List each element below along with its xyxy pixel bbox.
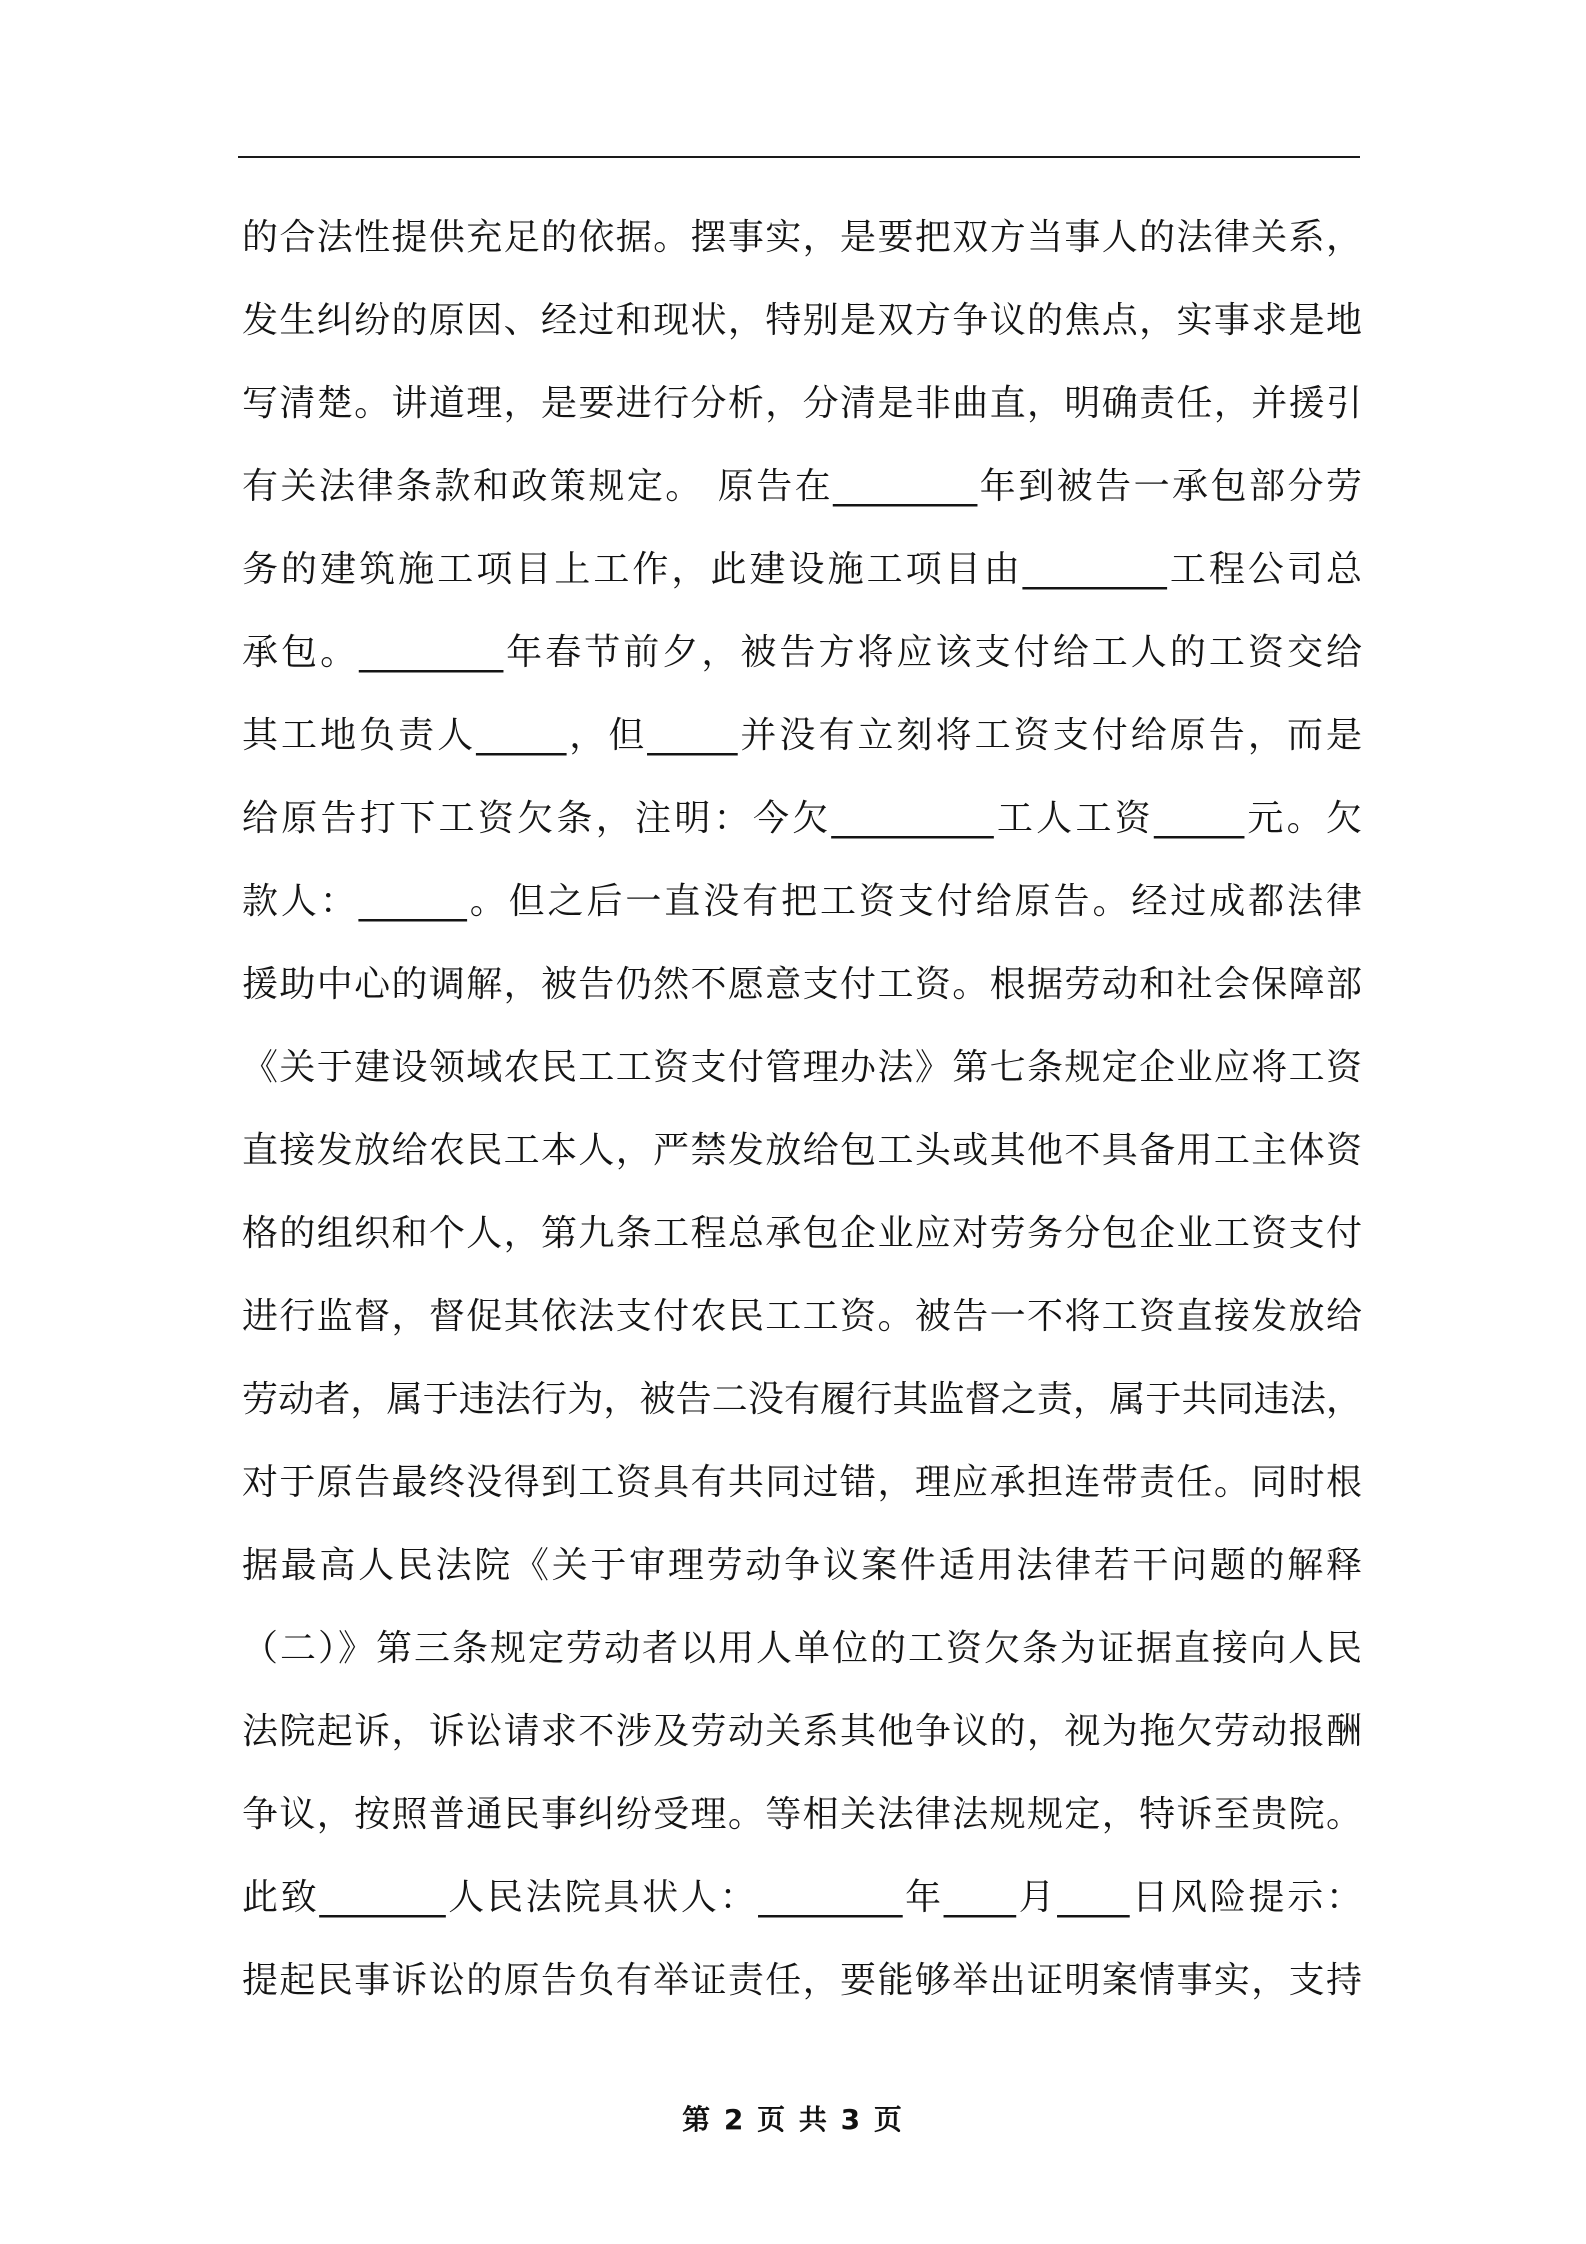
text-line: 的合法性提供充足的依据。摆事实，是要把双方当事人的法律关系， bbox=[242, 217, 1362, 258]
text-line: 据最高人民法院《关于审理劳动争议案件适用法律若干问题的解释 bbox=[242, 1545, 1362, 1586]
text-line: 款人：______。但之后一直没有把工资支付给原告。经过成都法律 bbox=[242, 881, 1362, 922]
header-rule bbox=[238, 156, 1360, 158]
text-line: 《关于建设领域农民工工资支付管理办法》第七条规定企业应将工资 bbox=[242, 1047, 1362, 1088]
text-line: 承包。________年春节前夕，被告方将应该支付给工人的工资交给 bbox=[242, 632, 1362, 673]
text-line: 援助中心的调解，被告仍然不愿意支付工资。根据劳动和社会保障部 bbox=[242, 964, 1362, 1005]
text-line: 对于原告最终没得到工资具有共同过错，理应承担连带责任。同时根 bbox=[242, 1462, 1362, 1503]
text-line: 争议，按照普通民事纠纷受理。等相关法律法规规定，特诉至贵院。 bbox=[242, 1794, 1362, 1835]
page-number: 第 2 页 共 3 页 bbox=[682, 2103, 904, 2136]
text-line: 格的组织和个人，第九条工程总承包企业应对劳务分包企业工资支付 bbox=[242, 1213, 1362, 1254]
text-line: 给原告打下工资欠条，注明：今欠_________工人工资_____元。欠 bbox=[242, 798, 1362, 839]
text-line: 进行监督，督促其依法支付农民工工资。被告一不将工资直接发放给 bbox=[242, 1296, 1362, 1337]
text-line: 直接发放给农民工本人，严禁发放给包工头或其他不具备用工主体资 bbox=[242, 1130, 1362, 1171]
text-line: 务的建筑施工项目上工作，此建设施工项目由________工程公司总 bbox=[242, 549, 1362, 590]
text-line: 劳动者，属于违法行为，被告二没有履行其监督之责，属于共同违法， bbox=[242, 1379, 1362, 1420]
text-line: 发生纠纷的原因、经过和现状，特别是双方争议的焦点，实事求是地 bbox=[242, 300, 1362, 341]
text-line: 有关法律条款和政策规定。 原告在________年到被告一承包部分劳 bbox=[242, 466, 1362, 507]
text-line: 写清楚。讲道理，是要进行分析，分清是非曲直，明确责任，并援引 bbox=[242, 383, 1362, 424]
text-line: 提起民事诉讼的原告负有举证责任，要能够举出证明案情事实，支持 bbox=[242, 1960, 1362, 2001]
text-line: 此致_______人民法院具状人：________年____月____日风险提示： bbox=[242, 1877, 1362, 1918]
text-line: 其工地负责人_____，但_____并没有立刻将工资支付给原告，而是 bbox=[242, 715, 1362, 756]
text-line: 法院起诉，诉讼请求不涉及劳动关系其他争议的，视为拖欠劳动报酬 bbox=[242, 1711, 1362, 1752]
document-body bbox=[242, 196, 1362, 2022]
text-line: （二）》第三条规定劳动者以用人单位的工资欠条为证据直接向人民 bbox=[242, 1628, 1362, 1669]
